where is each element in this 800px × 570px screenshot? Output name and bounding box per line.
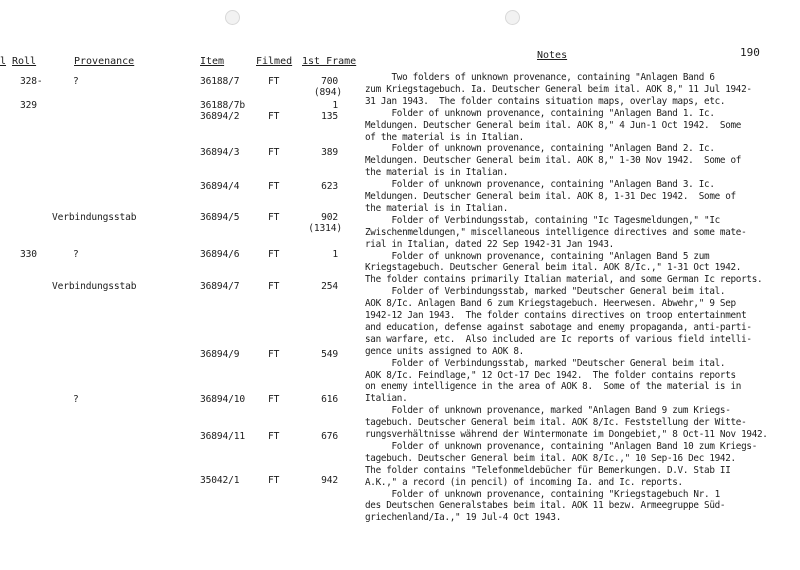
filmed-cell: FT [268,281,280,292]
note-line: des Deutschen Generalstabes beim ital. AOK 11 bezw. Armeegruppe Süd- [365,500,726,512]
note-line: on enemy intelligence in the area of AOK 8. Some of the material is in [365,381,742,393]
provenance-cell: ? [73,249,79,260]
filmed-cell: FT [268,394,280,405]
note-line: Two folders of unknown provenance, containing "Anlagen Band 6 [365,72,715,83]
note-line: of the material is in Italian. [365,131,524,143]
note-line: zum Kriegstagebuch. Ia. Deutscher General beim ital. AOK 8," 11 Jul 1942- [365,83,752,95]
note-line: gence units assigned to AOK 8. [365,345,524,357]
first-frame-cell: 389 [321,147,338,158]
note-line: AOK 8/Ic. Anlagen Band 6 zum Kriegstagebuch. Heerwesen. Abwehr," 9 Sep [365,298,736,310]
first-frame-cell: 616 [321,394,338,405]
note-line: The folder contains primarily Italian material, and some German Ic reports. [365,274,763,286]
page-number: 190 [740,46,760,59]
provenance-cell: ? [73,76,79,87]
note-line: san warfare, etc. Also included are Ic reports of various field intelli- [365,333,752,345]
item-cell: 36894/4 [200,181,240,192]
note-line: Meldungen. Deutscher General beim ital. AOK 8," 1-30 Nov 1942. Some of [365,155,742,167]
first-frame-cell: 549 [321,349,338,360]
note-line: griechenland/Ia.," 19 Jul-4 Oct 1943. [365,512,561,524]
header-provenance: Provenance [74,56,135,67]
filmed-cell: FT [268,212,280,223]
punch-hole [225,10,240,25]
item-cell: 36894/6 [200,249,240,260]
note-line: 31 Jan 1943. The folder contains situation maps, overlay maps, etc. [365,95,726,107]
note-line: the material is in Italian. [365,167,509,179]
note-line: Folder of unknown provenance, containing "Anlagen Band 10 zum Kriegs- [365,440,757,452]
note-line: Italian. [365,393,408,405]
note-line: tagebuch. Deutscher General beim ital. AOK 8/Ic. Feststellung der Witte- [365,417,747,429]
note-line: Folder of Verbindungsstab, containing "Ic Tagesmeldungen," "Ic [365,214,720,226]
item-cell: 36188/7b [200,100,246,111]
note-line: The folder contains "Telefonmeldebücher für Bemerkungen. D.V. Stab II [365,464,731,476]
first-frame-cell: 700 [321,76,338,87]
filmed-cell: FT [268,249,280,260]
item-cell: 36894/7 [200,281,240,292]
note-line: Folder of unknown provenance, containing "Anlagen Band 2. Ic. [365,143,715,155]
filmed-cell: FT [268,76,280,87]
note-line: Folder of unknown provenance, containing "Kriegstagebuch Nr. 1 [365,488,720,500]
first-frame-cell: 1 [332,249,338,260]
filmed-cell: FT [268,147,280,158]
header-reel: l [0,56,7,67]
item-cell: 36894/3 [200,147,240,158]
note-line: Zwischenmeldungen," miscellaneous intelligence directives and some mate- [365,226,747,238]
note-line: Folder of Verbindungsstab, marked "Deutscher General beim ital. [365,286,726,298]
header-filmed: Filmed [256,56,293,67]
header-notes: Notes [537,50,568,61]
first-frame-alt-cell: (1314) [308,223,342,234]
header-item: Item [200,56,225,67]
filmed-cell: FT [268,181,280,192]
note-line: 1942-12 Jan 1943. The folder contains directives on troop entertainment [365,310,747,321]
roll-cell: 329 [20,100,37,111]
roll-cell: 330 [20,249,37,260]
note-line: rungsverhältnisse während der Wintermonate im Dongebiet," 8 Oct-11 Nov 1942. [365,429,768,440]
item-cell: 36894/9 [200,349,240,360]
note-line: tagebuch. Deutscher General beim ital. AOK 8/Ic.," 10 Sep-16 Dec 1942. [365,452,736,464]
header-first-frame: 1st Frame [302,56,357,67]
item-cell: 36894/5 [200,212,240,223]
first-frame-cell: 1 [332,100,338,111]
note-line: A.K.," a record (in pencil) of incoming Ia. and Ic. reports. [365,476,683,488]
first-frame-cell: 676 [321,431,338,442]
note-line: Folder of unknown provenance, containing "Anlagen Band 3. Ic. [365,179,715,191]
first-frame-cell: 902 [321,212,338,223]
note-line: Kriegstagebuch. Deutscher General beim ital. AOK 8/Ic.," 1-31 Oct 1942. [365,262,742,274]
item-cell: 35042/1 [200,475,240,486]
filmed-cell: FT [268,349,280,360]
provenance-cell: Verbindungsstab [52,281,137,292]
filmed-cell: FT [268,475,280,486]
first-frame-cell: 135 [321,111,338,122]
filmed-cell: FT [268,111,280,122]
note-line: the material is in Italian. [365,202,509,214]
first-frame-cell: 254 [321,281,338,292]
note-line: Folder of unknown provenance, containing "Anlagen Band 1. Ic. [365,107,715,119]
punch-hole [505,10,520,25]
first-frame-cell: 942 [321,475,338,486]
note-line: Folder of unknown provenance, marked "Anlagen Band 9 zum Kriegs- [365,405,731,417]
note-line: AOK 8/Ic. Feindlage," 12 Oct-17 Dec 1942. The folder contains reports [365,369,736,381]
roll-cell: 328- [20,76,43,87]
first-frame-cell: 623 [321,181,338,192]
item-cell: 36894/2 [200,111,240,122]
item-cell: 36894/10 [200,394,246,405]
provenance-cell: ? [73,394,79,405]
header-roll: Roll [12,56,37,67]
note-line: and education, defense against sabotage and enemy propaganda, anti-parti- [365,321,752,333]
note-line: Meldungen. Deutscher General beim ital. AOK 8," 4 Jun-1 Oct 1942. Some [365,119,742,131]
note-line: Folder of unknown provenance, containing "Anlagen Band 5 zum [365,250,710,262]
provenance-cell: Verbindungsstab [52,212,137,223]
note-line: rial in Italian, dated 22 Sep 1942-31 Jan 1943. [365,238,614,250]
note-line: Meldungen. Deutscher General beim ital. AOK 8, 1-31 Dec 1942. Some of [365,191,736,202]
first-frame-alt-cell: (894) [313,87,342,98]
item-cell: 36188/7 [200,76,240,87]
note-line: Folder of Verbindungsstab, marked "Deutscher General beim ital. [365,357,726,369]
item-cell: 36894/11 [200,431,246,442]
filmed-cell: FT [268,431,280,442]
